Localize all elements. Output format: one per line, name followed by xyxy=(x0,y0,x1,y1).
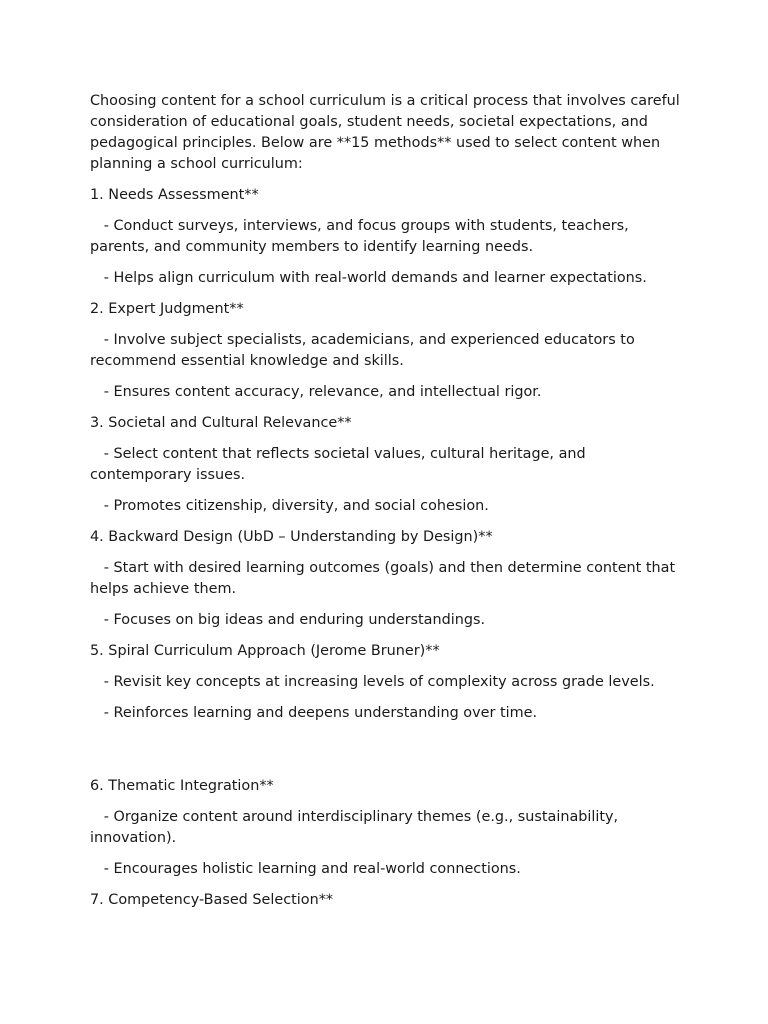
section-heading: 6. Thematic Integration** xyxy=(90,778,274,794)
section-heading: 7. Competency-Based Selection** xyxy=(90,892,334,908)
section-heading: 5. Spiral Curriculum Approach (Jerome Bruner)** xyxy=(90,643,440,659)
blank-line-spacer xyxy=(90,734,680,776)
section-point: - Ensures content accuracy, relevance, and intellectual rigor. xyxy=(90,384,542,400)
intro-paragraph: Choosing content for a school curriculum is a critical process that involves careful consideration of educational goals, student needs, societal expectations, and pedagogical principles. Below are **15 methods** used to select content when planning a school curriculum: xyxy=(90,93,685,172)
section-point: - Reinforces learning and deepens understanding over time. xyxy=(90,705,538,721)
sections-part1 xyxy=(90,185,680,724)
section-heading: 4. Backward Design (UbD – Understanding by Design)** xyxy=(90,529,493,545)
section-heading: 3. Societal and Cultural Relevance** xyxy=(90,415,352,431)
section-heading: 1. Needs Assessment** xyxy=(90,187,259,203)
section-point: - Helps align curriculum with real-world demands and learner expectations. xyxy=(90,270,647,286)
section-point: - Involve subject specialists, academicians, and experienced educators to recommend essential knowledge and skills. xyxy=(90,332,640,369)
section-point: - Focuses on big ideas and enduring understandings. xyxy=(90,612,486,628)
sections-part2 xyxy=(90,776,680,911)
document-page xyxy=(90,91,685,921)
section-point: - Organize content around interdisciplinary themes (e.g., sustainability, innovation). xyxy=(90,809,623,846)
section-point: - Encourages holistic learning and real-world connections. xyxy=(90,861,521,877)
section-point: - Start with desired learning outcomes (goals) and then determine content that helps achieve them. xyxy=(90,560,680,597)
section-point: - Promotes citizenship, diversity, and social cohesion. xyxy=(90,498,489,514)
section-point: - Revisit key concepts at increasing levels of complexity across grade levels. xyxy=(90,674,655,690)
section-point: - Conduct surveys, interviews, and focus groups with students, teachers, parents, and community members to identify learning needs. xyxy=(90,218,634,255)
section-point: - Select content that reflects societal values, cultural heritage, and contemporary issues. xyxy=(90,446,591,483)
section-heading: 2. Expert Judgment** xyxy=(90,301,244,317)
